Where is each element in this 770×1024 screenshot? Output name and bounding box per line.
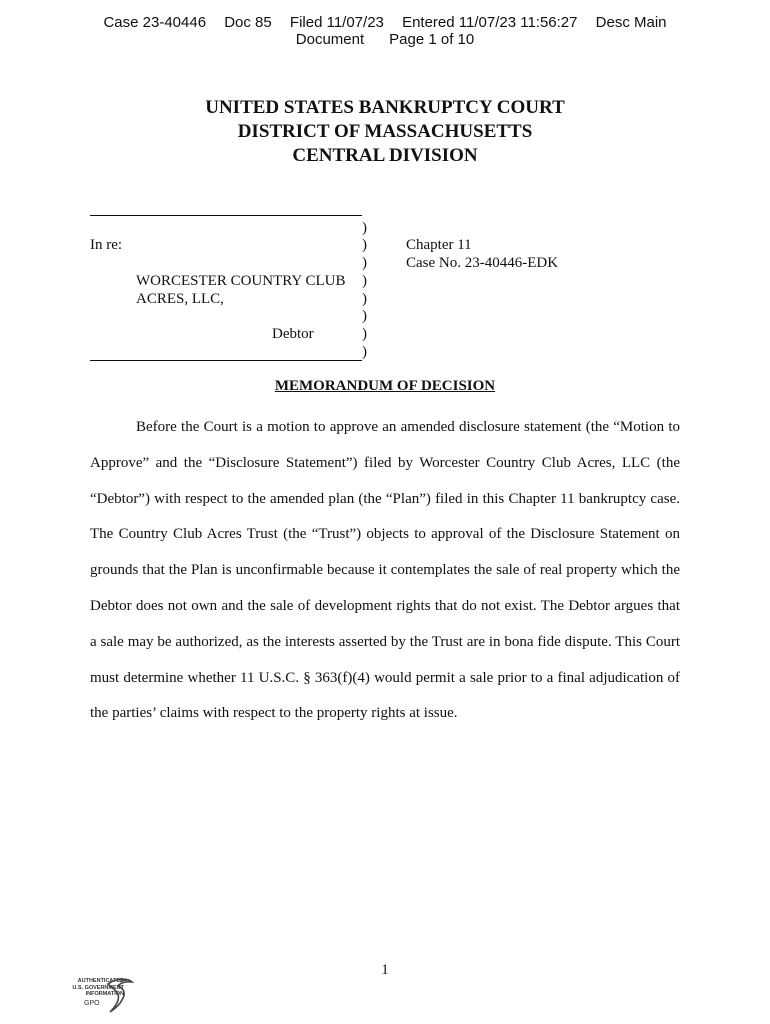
debtor-name-line-2: ACRES, LLC, xyxy=(136,291,224,307)
caption-paren: ) xyxy=(362,344,367,360)
debtor-label: Debtor xyxy=(272,326,314,342)
header-desc: Desc Main xyxy=(595,14,667,31)
case-number: Case No. 23-40446-EDK xyxy=(406,255,559,271)
caption-paren: ) xyxy=(362,291,367,307)
header-page: Page 1 of 10 xyxy=(389,31,475,48)
eagle-icon xyxy=(104,976,134,1016)
caption-paren: ) xyxy=(362,308,367,324)
court-line-1: UNITED STATES BANKRUPTCY COURT xyxy=(205,97,565,118)
header-entered: Entered 11/07/23 11:56:27 xyxy=(402,14,578,31)
docket-header xyxy=(0,14,770,48)
in-re-label: In re: xyxy=(90,237,123,253)
header-case: Case 23-40446 xyxy=(103,14,207,31)
gpo-logo-text: AUTHENTICATED U.S. GOVERNMENT INFORMATION xyxy=(72,978,124,997)
court-heading xyxy=(0,96,770,168)
header-document: Document xyxy=(295,31,365,48)
caption-bottom-rule xyxy=(90,360,362,361)
gpo-authentication-logo xyxy=(44,976,134,1018)
chapter-label: Chapter 11 xyxy=(406,237,472,253)
court-line-2: DISTRICT OF MASSACHUSETTS xyxy=(237,121,533,142)
gpo-label: GPO xyxy=(84,1000,100,1007)
debtor-name-line-1: WORCESTER COUNTRY CLUB xyxy=(136,273,346,289)
caption-top-rule xyxy=(90,215,362,216)
page-number: 1 xyxy=(381,962,389,978)
caption-paren: ) xyxy=(362,237,367,253)
memorandum-title: MEMORANDUM OF DECISION xyxy=(274,378,496,394)
caption-paren: ) xyxy=(362,255,367,271)
caption-paren: ) xyxy=(362,220,367,236)
header-filed: Filed 11/07/23 xyxy=(289,14,384,31)
body-paragraph: Before the Court is a motion to approve an amended disclosure statement (the “Motion to Approve” and the “Disclosure Statement”) filed by Worcester Country Club Acres, LLC (the “Debtor”) with respect to the amended plan (the “Plan”) filed in this Chapter 11 bankruptcy case. The Country Club Acres Trust (the “Trust”) objects to approval of the Disclosure Statement on grounds that the Plan is unconfirmable because it contemplates the sale of real property which the Debtor does not own and the sale of development rights that do not exist. The Debtor argues that a sale may be authorized, as the interests asserted by the Trust are in bona fide dispute. This Court must determine whether 11 U.S.C. § 363(f)(4) would permit a sale prior to a final adjudication of the parties’ claims with respect to the property rights at issue. xyxy=(90,419,680,722)
caption-paren: ) xyxy=(362,326,367,342)
court-line-3: CENTRAL DIVISION xyxy=(292,145,478,166)
caption-paren: ) xyxy=(362,273,367,289)
header-doc: Doc 85 xyxy=(224,14,272,31)
